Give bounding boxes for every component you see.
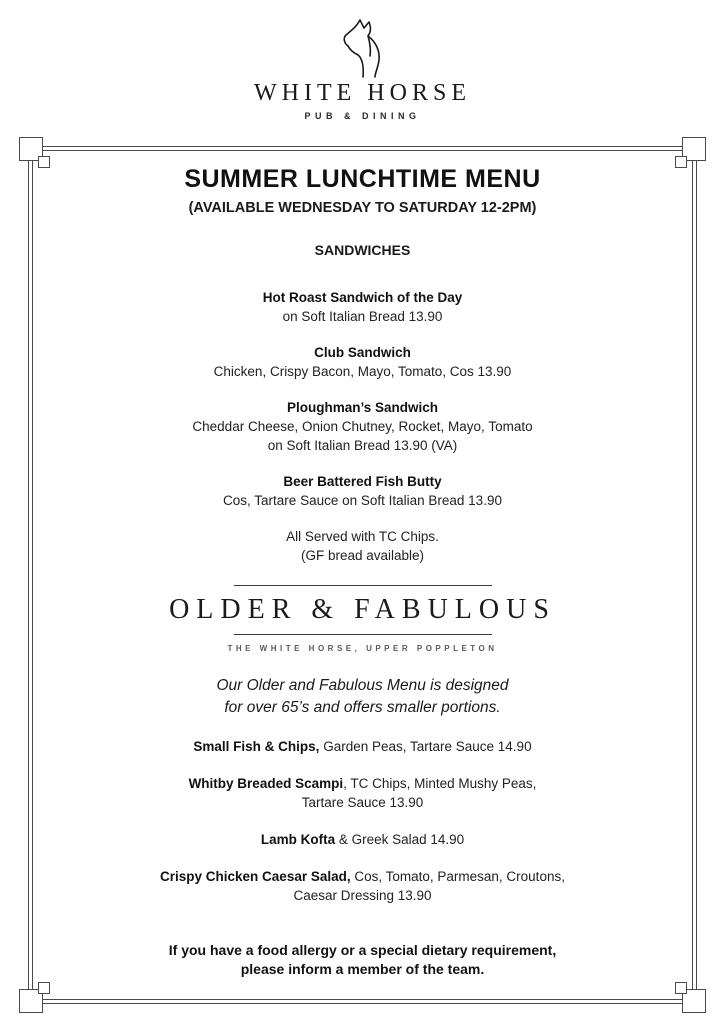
menu-item-name: Beer Battered Fish Butty xyxy=(283,473,442,489)
menu-item-description: Tartare Sauce 13.90 xyxy=(301,794,424,810)
brand-name: WHITE HORSE xyxy=(254,80,471,106)
corner-ornament-top-left xyxy=(19,137,43,161)
menu-content xyxy=(33,151,692,999)
serving-note-line: All Served with TC Chips. xyxy=(286,528,439,544)
menu-item-description: Chicken, Crispy Bacon, Mayo, Tomato, Cos 13.90 xyxy=(213,363,512,379)
allergy-notice-line: please inform a member of the team. xyxy=(240,960,485,977)
brand-tagline: PUB & DINING xyxy=(304,111,421,121)
menu-item-name: Whitby Breaded Scampi xyxy=(188,775,344,791)
older-fabulous-logo xyxy=(33,585,692,653)
corner-ornament-inner xyxy=(675,156,687,168)
corner-ornament-inner xyxy=(675,982,687,994)
allergy-notice xyxy=(33,941,692,979)
menu-item-description: Cos, Tartare Sauce on Soft Italian Bread 13.90 xyxy=(223,492,502,508)
sandwiches-list xyxy=(33,288,692,510)
menu-item-description: Cheddar Cheese, Onion Chutney, Rocket, Mayo, Tomato xyxy=(192,418,533,434)
intro-line: Our Older and Fabulous Menu is designed xyxy=(216,676,509,694)
corner-ornament-inner xyxy=(38,156,50,168)
menu-item-description: Garden Peas, Tartare Sauce 14.90 xyxy=(319,738,532,754)
menu-item-name: Crispy Chicken Caesar Salad, xyxy=(160,868,351,884)
menu-item xyxy=(33,288,692,326)
menu-item xyxy=(33,398,692,455)
older-fabulous-title: OLDER & FABULOUS xyxy=(169,593,556,625)
menu-availability: (AVAILABLE WEDNESDAY TO SATURDAY 12-2PM) xyxy=(188,199,537,216)
menu-item xyxy=(33,867,692,905)
menu-item-description: Caesar Dressing 13.90 xyxy=(293,887,432,903)
menu-item-description: on Soft Italian Bread 13.90 xyxy=(282,308,443,324)
intro-line: for over 65’s and offers smaller portions. xyxy=(224,698,501,716)
menu-item-name: Ploughman’s Sandwich xyxy=(286,399,439,415)
corner-ornament-top-right xyxy=(682,137,706,161)
menu-item-name: Lamb Kofta xyxy=(260,831,336,847)
menu-item-name: Small Fish & Chips, xyxy=(193,738,320,754)
menu-item-line xyxy=(33,830,692,849)
older-fabulous-list xyxy=(33,737,692,905)
menu-item xyxy=(33,774,692,812)
menu-item-line xyxy=(33,774,692,793)
brand-header xyxy=(0,0,725,121)
decorative-frame xyxy=(32,150,693,1000)
section-heading-sandwiches: SANDWICHES xyxy=(314,241,411,258)
divider-line-top xyxy=(234,585,492,586)
corner-ornament-inner xyxy=(38,982,50,994)
serving-note-line: (GF bread available) xyxy=(300,547,425,563)
divider-line-bottom xyxy=(234,634,492,635)
serving-note xyxy=(33,527,692,565)
menu-title: SUMMER LUNCHTIME MENU xyxy=(184,165,541,193)
allergy-notice-line: If you have a food allergy or a special dietary requirement, xyxy=(168,941,557,958)
menu-item xyxy=(33,343,692,381)
menu-item-line xyxy=(33,737,692,756)
menu-item-name: Club Sandwich xyxy=(314,344,411,360)
older-fabulous-subtitle: THE WHITE HORSE, UPPER POPPLETON xyxy=(227,643,498,653)
older-fabulous-intro xyxy=(33,675,692,719)
menu-item-description: Cos, Tomato, Parmesan, Croutons, xyxy=(350,868,565,884)
menu-item xyxy=(33,472,692,510)
horse-head-icon xyxy=(0,16,725,78)
menu-item-name: Hot Roast Sandwich of the Day xyxy=(262,289,463,305)
menu-item xyxy=(33,737,692,756)
menu-item xyxy=(33,830,692,849)
corner-ornament-bottom-left xyxy=(19,989,43,1013)
menu-item-description: , TC Chips, Minted Mushy Peas, xyxy=(343,775,537,791)
corner-ornament-bottom-right xyxy=(682,989,706,1013)
menu-item-description: on Soft Italian Bread 13.90 (VA) xyxy=(267,437,458,453)
menu-item-line xyxy=(33,867,692,886)
menu-item-description: & Greek Salad 14.90 xyxy=(335,831,465,847)
